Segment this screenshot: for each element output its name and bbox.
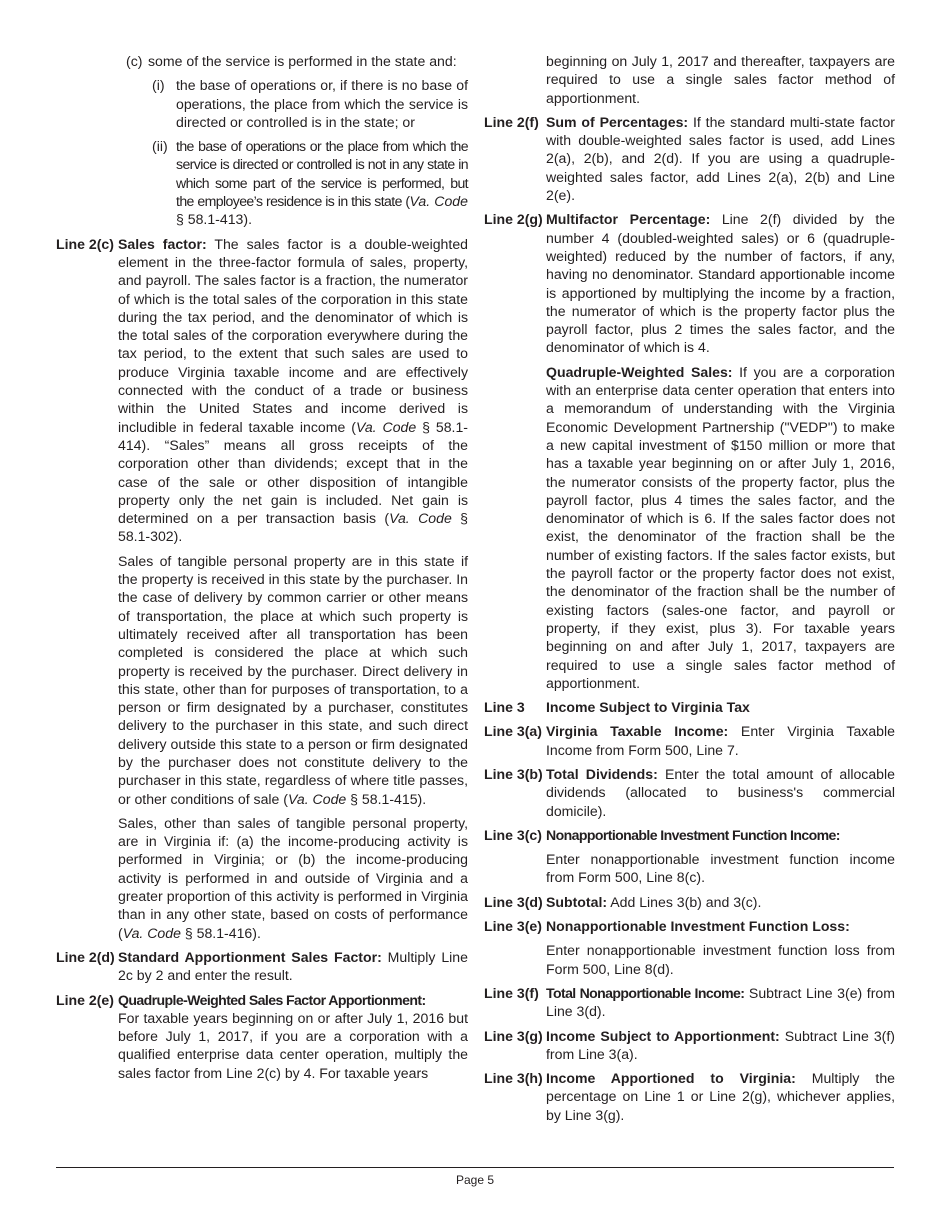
line-2g: [484, 210, 895, 356]
item-c-label: (c): [126, 53, 143, 69]
line-2g-text: Multifactor Percentage: Line 2(f) divided by the number 4 (doubled-weighted sales) or 6 (quadruple-weighted) reduced by the number of factors, if any, having no denominator. Standard apportionable income is apportioned by multiplying the income by a fraction, the numerator of which is the property factor plus the payroll factor, plus 2 times the sales factor, and the denominator of which is 4.: [546, 211, 895, 356]
item-c-text: some of the service is performed in the state and:: [148, 53, 457, 69]
item-c-ii-text: the base of operations or the place from which the service is directed or controlled is not in any state in which some part of the service is performed, but the employee’s residence is in this state (Va. Code § 58.1-413).: [176, 138, 468, 228]
line-2e-continued: beginning on July 1, 2017 and thereafter, taxpayers are required to use a single sales factor method of apportionment.: [546, 53, 895, 106]
line-2e: [56, 991, 468, 1082]
line-3g-label: Line 3(g): [484, 1027, 543, 1044]
line-2c-label: Line 2(c): [56, 235, 114, 252]
line-2e-text: Quadruple-Weighted Sales Factor Apportionment: For taxable years beginning on or after July 1, 2016 but before July 1, 2017, if you are a corporation with a qualified enterprise data center operation, multiply the sales factor from Line 2(c) by 4. For taxable years: [118, 991, 468, 1081]
line-3-label: Line 3: [484, 699, 525, 716]
line-3e-title: Nonapportionable Investment Function Loss:: [546, 918, 850, 935]
line-3: [484, 698, 895, 716]
line-2c-title: Sales factor:: [118, 235, 207, 252]
line-3h-label: Line 3(h): [484, 1070, 543, 1087]
line-2c-p3: Sales, other than sales of tangible personal property, are in Virginia if: (a) the income-producing activity is performed in Virginia; or (b) the income-producing activity is performed in and outside of Virginia and a greater proportion of this activity is performed in Virginia than in any other state, based on costs of performance (Va. Code § 58.1-416).: [118, 814, 468, 941]
page-number: Page 5: [455, 1173, 495, 1187]
item-c: [126, 52, 468, 70]
line-3g-text: Income Subject to Apportionment: Subtract Line 3(f) from Line 3(a).: [546, 1027, 895, 1062]
line-3b-text: Total Dividends: Enter the total amount of allocable dividends (allocated to business's commercial domicile).: [546, 765, 895, 819]
line-2d-text: Standard Apportionment Sales Factor: Multiply Line 2c by 2 and enter the result.: [118, 948, 468, 984]
line-3c: [484, 826, 895, 844]
line-3h-text: Income Apportioned to Virginia: Multiply the percentage on Line 1 or Line 2(g), whichever applies, by Line 3(g).: [546, 1070, 895, 1123]
line-2e-label: Line 2(e): [56, 991, 114, 1008]
citation: Va. Code: [409, 193, 468, 210]
line-3d: [484, 893, 895, 911]
line-3f: [484, 984, 895, 1021]
line-3a-label: Line 3(a): [484, 723, 542, 740]
line-2f-text: Sum of Percentages: If the standard multi-state factor with double-weighted sales factor is used, add Lines 2(a), 2(b), and 2(d). If you are using a quadruple-weighted sales factor, add Lines 2(a), 2(b) and Line 2(e).: [546, 113, 895, 204]
line-3b-label: Line 3(b): [484, 765, 543, 782]
line-2d: [56, 948, 468, 985]
line-3d-text: Subtotal: Add Lines 3(b) and 3(c).: [546, 893, 762, 910]
line-2d-label: Line 2(d): [56, 948, 115, 965]
line-3g: [484, 1027, 895, 1064]
line-2c-p2: Sales of tangible personal property are in this state if the property is received in this state by the purchaser. In the case of delivery by common carrier or other means of transportation, the place at which such property is ultimately received after all transportation has been completed is considered the place at which such property is received by the purchaser. Direct delivery in this state, other than for purposes of transportation, to a person or firm designated by a purchaser, constitutes delivery to the purchaser in this state, and such direct delivery outside this state to a person or firm designated by the purchaser does not constitute delivery to the purchaser in this state, regardless of where title passes, or other conditions of sale (Va. Code § 58.1-415).: [118, 552, 468, 807]
line-3d-label: Line 3(d): [484, 893, 543, 910]
left-column: [56, 52, 468, 1088]
line-2g-label: Line 2(g): [484, 211, 543, 228]
line-2f: [484, 113, 895, 204]
line-3e: [484, 917, 895, 935]
item-c-i-text: the base of operations or, if there is no base of operations, the place from which the service is directed or controlled is in the state; or: [176, 77, 468, 130]
item-c-i: [152, 76, 468, 131]
item-c-ii-label: (ii): [152, 138, 168, 155]
line-2c: [56, 235, 468, 546]
line-3e-text: Enter nonapportionable investment function loss from Form 500, Line 8(d).: [546, 942, 895, 977]
line-3c-title: Nonapportionable Investment Function Income:: [546, 826, 840, 843]
line-2c-p1: Sales factor: The sales factor is a double-weighted element in the three-factor formula of sales, property, and payroll. The sales factor is a fraction, the numerator of which is the total sales of the corporation in this state during the tax period, and the denominator of which is the total sales of the corporation everywhere during the tax period, to the extent that such sales are used to produce Virginia taxable income and are effectively connected with the conduct of a trade or business within the United States and income derived is includible in federal taxable income (Va. Code § 58.1-414). “Sales” means all gross receipts of the corporation other than dividends; except that in the case of the sale or other disposition of intangible property only the net gain is included. Net gain is determined on a per transaction basis (Va. Code § 58.1-302).: [118, 235, 469, 545]
item-c-ii: [152, 137, 468, 228]
item-c-i-label: (i): [152, 77, 165, 94]
line-3f-text: Total Nonapportionable Income: Subtract Line 3(e) from Line 3(d).: [546, 984, 895, 1020]
line-3f-label: Line 3(f): [484, 984, 539, 1001]
line-3h: [484, 1069, 895, 1124]
line-2f-label: Line 2(f): [484, 113, 539, 130]
quadruple-weighted-sales: Quadruple-Weighted Sales: If you are a corporation with an enterprise data center operation that enters into a memorandum of understanding with the Virginia Economic Development Partnership ("VEDP") to make a new capital investment of $150 million or more that has a taxable year beginning on or after July 1, 2016, the numerator consists of the property factor, plus the payroll factor, plus 4 times the sales factor, and the denominator of which is 6. If the sales factor does not exist, the denominator of the fraction shall be the number of existing factors. If the sales factor exists, but the payroll factor or the property factor does not exist, the denominator of the fraction shall be the number of existing factors (sales-one factor, and payroll or property, if they exist, plus 3). For taxable years beginning on and after July 1, 2017, taxpayers are required to use a single sales factor method of apportionment.: [546, 363, 895, 691]
line-3c-text: Enter nonapportionable investment function income from Form 500, Line 8(c).: [546, 851, 895, 886]
line-3-title: Income Subject to Virginia Tax: [546, 699, 750, 716]
right-column: [484, 52, 895, 1130]
footer-divider: [56, 1167, 894, 1168]
line-2e-title: Quadruple-Weighted Sales Factor Apportionment:: [118, 991, 426, 1008]
line-3b: [484, 765, 895, 820]
line-3c-label: Line 3(c): [484, 826, 542, 843]
line-3a-text: Virginia Taxable Income: Enter Virginia Taxable Income from Form 500, Line 7.: [546, 723, 895, 758]
line-3a: [484, 722, 895, 759]
line-3e-label: Line 3(e): [484, 918, 542, 935]
